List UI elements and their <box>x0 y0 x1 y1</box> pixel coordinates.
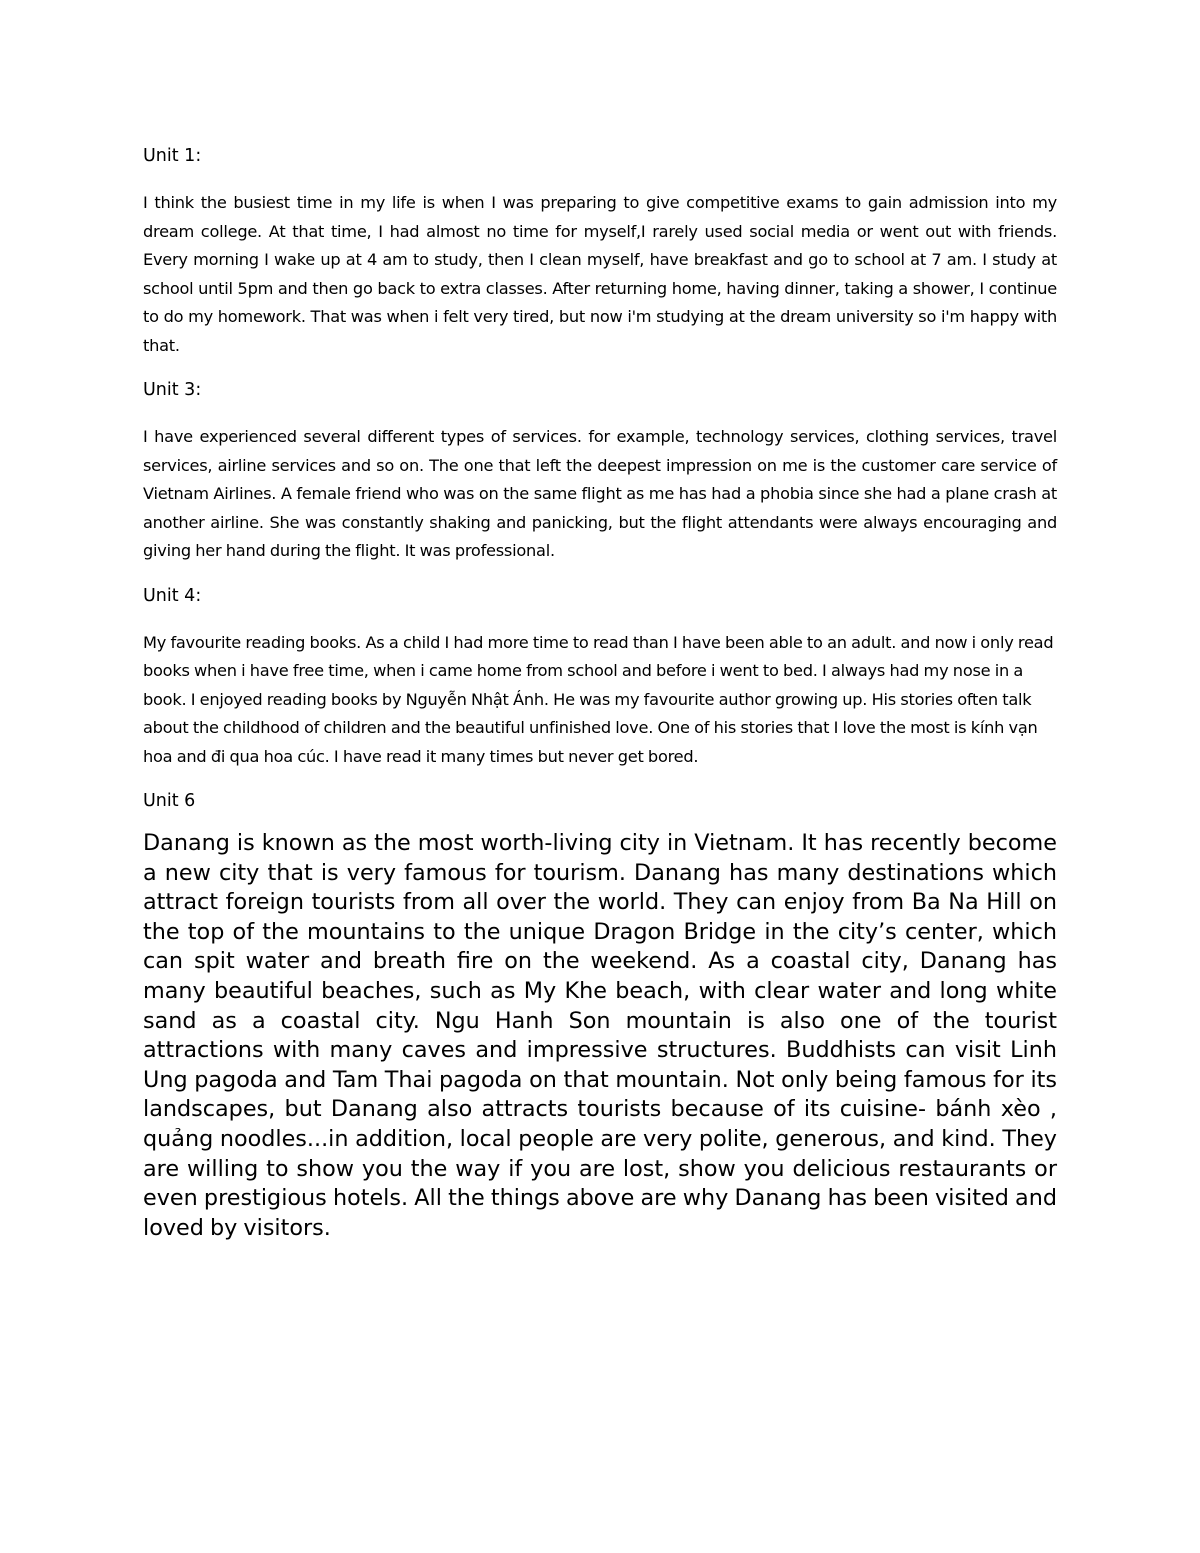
unit-3-heading: Unit 3: <box>143 380 202 400</box>
unit-1-heading: Unit 1: <box>143 146 202 166</box>
document-body <box>143 142 1057 1243</box>
unit-3-paragraph: I have experienced several different types of services. for example, technology services, clothing services, travel services, airline services and so on. The one that left the deepest impression on me is the customer care service of Vietnam Airlines. A female friend who was on the same flight as me has had a phobia since she had a plane crash at another airline. She was constantly shaking and panicking, but the flight attendants were always encouraging and giving her hand during the flight. It was professional. <box>143 427 1057 560</box>
unit-6-heading: Unit 6 <box>143 791 196 811</box>
unit-6-paragraph: Danang is known as the most worth-living city in Vietnam. It has recently become a new city that is very famous for tourism. Danang has many destinations which attract foreign tourists from all over the world. They can enjoy from Ba Na Hill on the top of the mountains to the unique Dragon Bridge in the city’s center, which can spit water and breath fire on the weekend. As a coastal city, Danang has many beautiful beaches, such as My Khe beach, with clear water and long white sand as a coastal city. Ngu Hanh Son mountain is also one of the tourist attractions with many caves and impressive structures. Buddhists can visit Linh Ung pagoda and Tam Thai pagoda on that mountain. Not only being famous for its landscapes, but Danang also attracts tourists because of its cuisine- bánh xèo , quảng noodles...in addition, local people are very polite, generous, and kind. They are willing to show you the way if you are lost, show you delicious restaurants or even prestigious hotels. All the things above are why Danang has been visited and loved by visitors. <box>143 830 1057 1241</box>
unit-4-paragraph: My favourite reading books. As a child I had more time to read than I have been able to an adult. and now i only read books when i have free time, when i came home from school and before i went to bed. I always had my nose in a book. I enjoyed reading books by Nguyễn Nhật Ánh. He was my favourite author growing up. His stories often talk about the childhood of children and the beautiful unfinished love. One of his stories that I love the most is kính vạn hoa and đi qua hoa cúc. I have read it many times but never get bored. <box>143 632 1054 766</box>
unit-4-heading: Unit 4: <box>143 585 202 606</box>
unit-1-paragraph: I think the busiest time in my life is when I was preparing to give competitive exams to gain admission into my dream college. At that time, I had almost no time for myself,I rarely used social media or went out with friends. Every morning I wake up at 4 am to study, then I clean myself, have breakfast and go to school at 7 am. I study at school until 5pm and then go back to extra classes. After returning home, having dinner, taking a shower, I continue to do my homework. That was when i felt very tired, but now i'm studying at the dream university so i'm happy with that. <box>143 193 1057 355</box>
